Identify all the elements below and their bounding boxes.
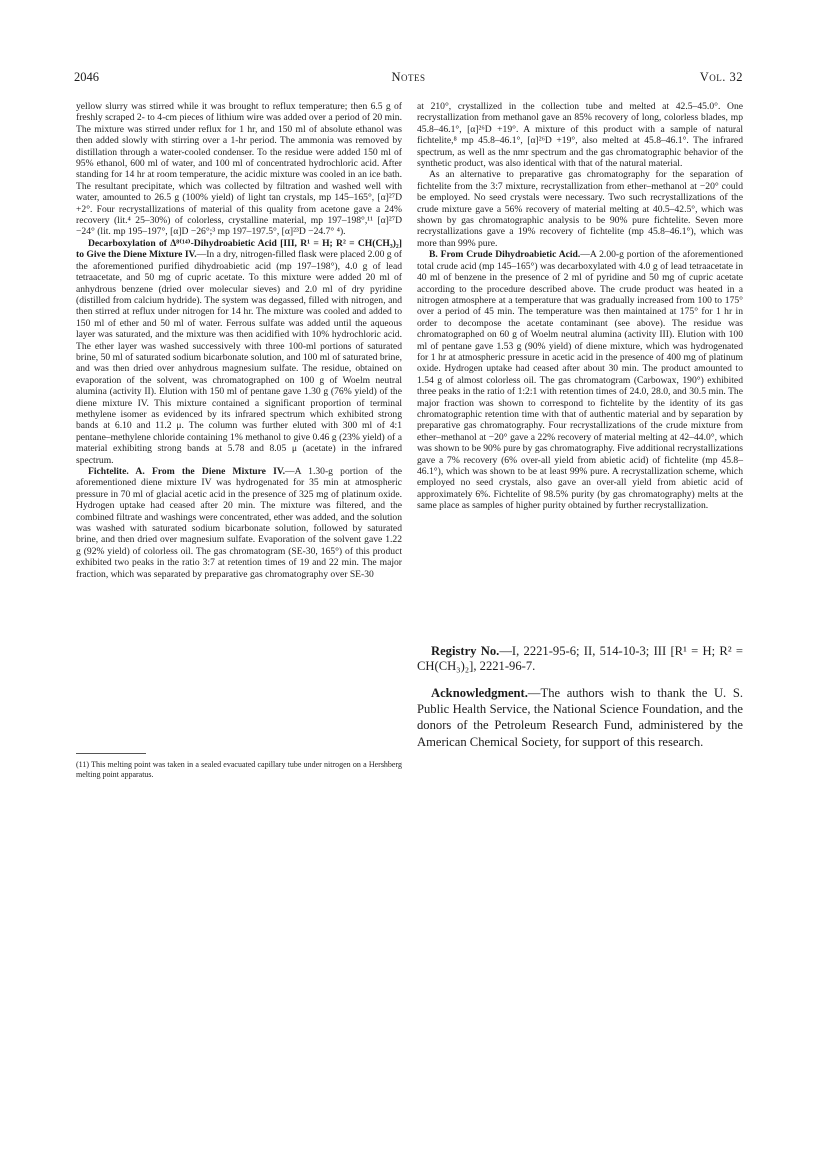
registry-heading: Registry No. [431,644,500,658]
footnote: (11) This melting point was taken in a sealed evacuated capillary tube under nitrogen on a Hershberg melting point apparatus. [76,760,402,779]
right-column [417,101,743,512]
paragraph [417,249,743,511]
acknowledgment [417,685,743,750]
left-column [76,101,402,580]
volume-label: Vol. 32 [699,70,743,84]
paragraph-body: —In a dry, nitrogen-filled flask were placed 2.00 g of the aforementioned purified dihydroabietic acid (mp 197–198°), 4.0 g of lead tetraacetate, and 50 mg of cupric acetate. To this mixture were added 20 ml of anhydrous benzene (dried over molecular sieves) and 2.0 ml of dry pyridine (distilled from calcium hydride). The system was degassed, filled with nitrogen, and then stirred at reflux under nitrogen for 14 hr. The mixture was cooled and added to 150 ml of ether and 50 ml of water. Ferrous sulfate was added until the aqueous layer was saturated, and the mixture was then acidified with 10% hydrochloric acid. The ether layer was washed successively with three 100-ml portions of saturated brine, 50 ml of saturated sodium bicarbonate solution, and 100 ml of saturated brine, and was then dried over anhydrous magnesium sulfate. The residue, obtained on evaporation of the solvent, was chromatographed on 100 g of Woelm neutral alumina (activity II). Elution with 150 ml of pentane gave 1.30 g (76% yield) of the diene mixture IV. This mixture contained a significant proportion of terminal methylene isomer as evidenced by its infrared spectrum which exhibited strong bands at 6.10 and 11.2 μ. The column was further eluted with 300 ml of 4:1 pentane–methylene chloride containing 1% methanol to give 0.46 g (23% yield) of a material exhibiting strong bands at 5.78 and 8.05 μ (acetate) in the infrared spectrum. [76,249,402,466]
paragraph: at 210°, crystallized in the collection tube and melted at 42.5–45.0°. One recrystallization from methanol gave an 85% recovery of long, colorless blades, mp 45.8–46.1°, [α]²⁶D +19°. A mixture of this product with a sample of natural fichtelite,⁸ mp 45.8–46.1°, [α]²⁶D +19°, also melted at 45.8–46.1°. The infrared spectrum, as well as the nmr spectrum and the gas chromatographic behavior of the synthetic product, was also identical with that of the natural material. [417,101,743,170]
section-heading: Decarboxylation of Δ⁸⁽¹⁴⁾-Dihydroabietic Acid [III, R¹ = H; R² = CH(CH₃)₂] to Give the Diene Mixture IV. [76,237,402,261]
section-heading: B. From Crude Dihydroabietic Acid. [429,249,581,261]
running-title: Notes [391,70,426,84]
page-header [74,70,743,88]
paragraph [76,238,402,466]
paragraph [76,466,402,580]
paragraph-body: —A 1.30-g portion of the aforementioned diene mixture IV was hydrogenated for 35 min at atmospheric pressure in 70 ml of glacial acetic acid in the presence of 325 mg of platinum oxide. Hydrogen uptake had ceased after 20 min. The mixture was filtered, and the combined filtrate and washings were concentrated, ether was added, and the solution was washed with saturated sodium bicarbonate solution, followed by saturated brine, and then dried over magnesium sulfate. Evaporation of the solvent gave 1.22 g (92% yield) of colorless oil. The gas chromatogram (SE-30, 165°) of this product exhibited two peaks in the ratio 3:7 at retention times of 19 and 22 min. The major fraction, which was separated by preparative gas chromatography over SE-30 [76,466,403,580]
paragraph-body: —A 2.00-g portion of the aforementioned total crude acid (mp 145–165°) was decarboxylated with 4.0 g of lead tetraacetate in 40 ml of benzene in the presence of 2 ml of pyridine and 50 mg of cupric acetate according to the procedure described above. The crude product was heated in a nitrogen atmosphere at a temperature that was gradually increased from 100 to 175° over a period of 45 min. The temperature was then maintained at 175° for 1 hr in order to decompose the acetate contaminant (see above). The residue was chromatographed on 60 g of Woelm neutral alumina (activity III). Elution with 100 ml of pentane gave 1.53 g (90% yield) of diene mixture, which was hydrogenated for 1 hr at atmospheric pressure in acetic acid in the presence of 400 mg of platinum oxide. Hydrogen uptake had ceased after about 30 min. The product amounted to 1.54 g of almost colorless oil. The gas chromatogram (Carbowax, 190°) exhibited three peaks in the ratio of 1:2:1 with retention times of 24.0, 28.0, and 30.5 min. The major fraction was shown to correspond to fichtelite by the identity of its gas chromatographic retention time with that of authentic material and by separation by preparative gas chromatography. Four recrystallizations of the crude mixture from ether–methanol at −20° gave a 22% recovery of material melting at 42–44.0°, which was shown to be 90% pure by gas chromatography. Five additional recrystallizations gave a 7% recovery (6% over-all yield from abietic acid) of fichtelite (mp 45.8–46.1°), which was shown to be at least 99% pure. A recrystallization scheme, which employed no seed crystals, also gave an over-all yield from abietic acid of approximately 6%. Fichtelite of 98.5% purity (by gas chromatography) melts at the same place as samples of higher purity obtained by further recrystallization. [417,249,743,512]
page-number: 2046 [74,70,99,84]
acknowledgment-heading: Acknowledgment. [431,686,528,700]
paragraph: yellow slurry was stirred while it was brought to reflux temperature; then 6.5 g of freshly scraped 2- to 4-cm pieces of lithium wire was added over a period of 20 min. The mixture was stirred under reflux for 1 hr, and 150 ml of absolute ethanol was then added slowly with stirring over a 1-hr period. The ammonia was removed by distillation through a water-cooled condenser. To the residue were added 150 ml of 95% ethanol, 600 ml of water, and 100 ml of concentrated hydrochloric acid. After standing for 14 hr at room temperature, the acidic mixture was cooled in an ice bath. The resultant precipitate, which was collected by filtration and washed well with water, amounted to 26.5 g (100% yield) of light tan crystals, mp 145–165°, [α]²⁷D +2°. Four recrystallizations of material of this quality from acetone gave a 24% recovery (lit.⁴ 25–30%) of colorless, crystalline material, mp 197–198°,¹¹ [α]²⁷D −24° (lit. mp 195–197°, [α]D −26°;³ mp 197–197.5°, [α]²³D −24.7° ⁴). [76,101,402,238]
registry-numbers [417,644,743,674]
registry-text: —I, 2221-95-6; II, 514-10-3; III [R¹ = H; R² = CH(CH₃)₂], 2221-96-7. [417,644,744,674]
footnote-divider [76,753,146,754]
acknowledgment-text: —The authors wish to thank the U. S. Public Health Service, the National Science Foundation, and the donors of the Petroleum Research Fund, administered by the American Chemical Society, for support of this research. [417,686,743,749]
section-heading: Fichtelite. A. From the Diene Mixture IV. [88,466,285,477]
paragraph: As an alternative to preparative gas chromatography for the separation of fichtelite from the 3:7 mixture, recrystallization from ether–methanol at −20° could be employed. No seed crystals were necessary. Two such recrystallizations of the crude mixture gave a 56% recovery of material melting at 40.5–42.5°, which was shown by gas chromatographic analysis to be 90% pure fichtelite. Seven more recrystallizations gave a 19% recovery of fichtelite (mp 45.8–46.1°), which was more than 99% pure. [417,169,743,249]
